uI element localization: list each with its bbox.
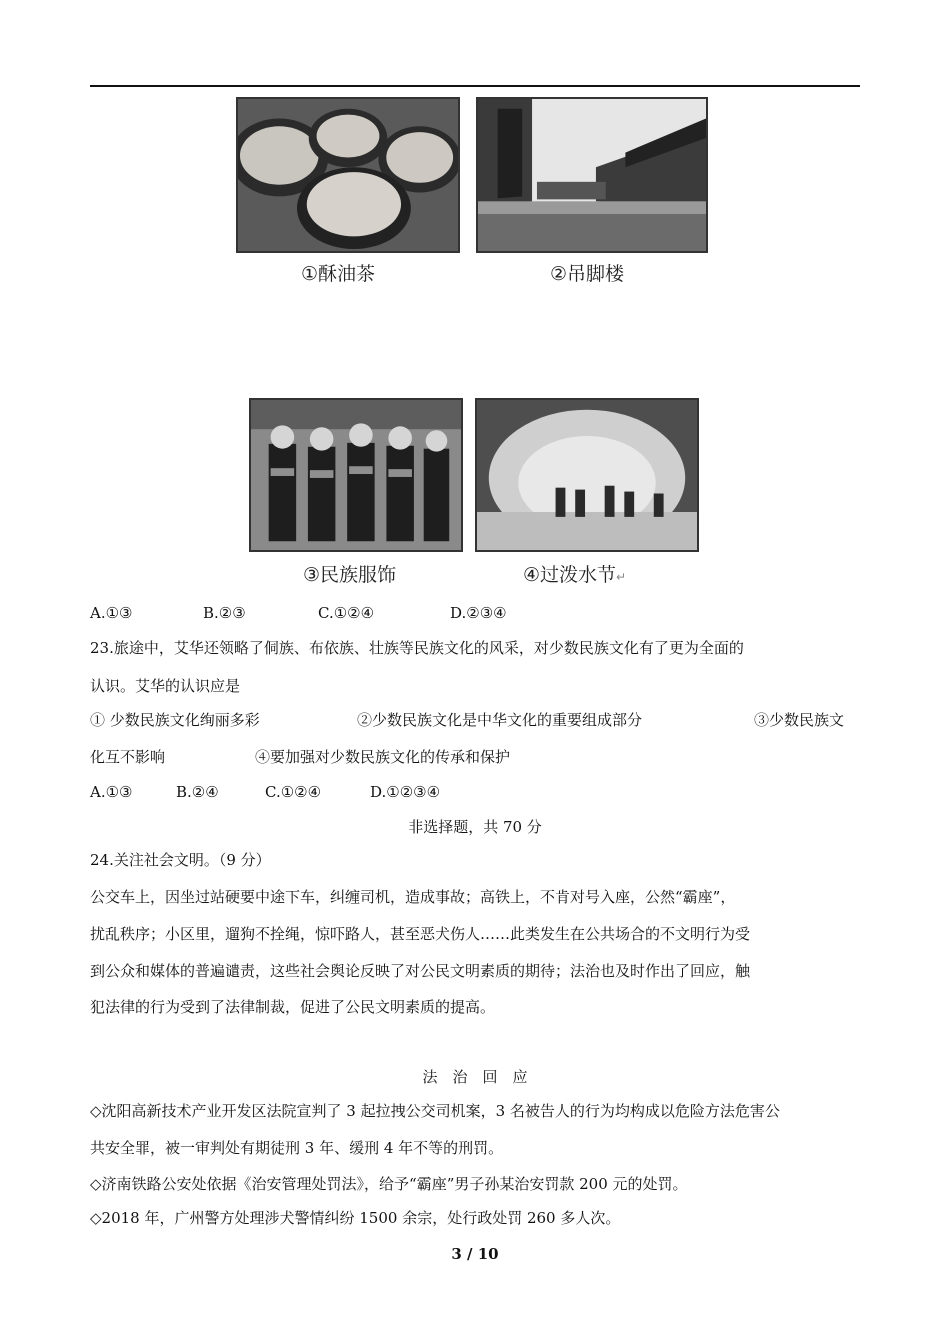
q23-item-4: ④要加强对少数民族文化的传承和保护 — [255, 748, 511, 766]
section-title: 非选择题，共 70 分 — [408, 818, 542, 836]
q23-option-d[interactable]: D.①②③④ — [370, 783, 441, 801]
q22-option-c[interactable]: C.①②④ — [318, 604, 375, 622]
law-response-title: 法 治 回 应 — [422, 1068, 528, 1086]
ethnic-costume-photo — [249, 398, 463, 552]
law-response-item2: ◇济南铁路公安处依据《治安管理处罚法》，给予“霸座”男子孙某治安罚款 200 元的处罚。 — [90, 1175, 688, 1193]
q24-paragraph-line1: 公交车上，因坐过站硬要中途下车，纠缠司机，造成事故；高铁上，不肯对号入座，公然“霸座”， — [90, 888, 736, 906]
q24-paragraph-line4: 犯法律的行为受到了法律制裁，促进了公民文明素质的提高。 — [90, 998, 496, 1016]
q23-item-1: ① 少数民族文化绚丽多彩 — [90, 711, 260, 729]
water-festival-photo — [475, 398, 699, 552]
q23-item-2: ②少数民族文化是中华文化的重要组成部分 — [357, 711, 643, 729]
q23-option-c[interactable]: C.①②④ — [265, 783, 322, 801]
law-response-item1-line1: ◇沈阳高新技术产业开发区法院宣判了 3 起拉拽公交司机案，3 名被告人的行为均构成以危险方法危害公 — [90, 1102, 780, 1120]
q22-options — [90, 603, 507, 623]
q23-options — [90, 782, 440, 802]
stilt-house-photo — [476, 97, 708, 253]
law-response-item1-line2: 共安全罪，被一审判处有期徒刑 3 年、缓刑 4 年不等的刑罚。 — [90, 1139, 504, 1157]
q24-paragraph-line2: 扰乱秩序；小区里，遛狗不拴绳，惊吓路人，甚至恶犬伤人……此类发生在公共场合的不文明行为受 — [90, 925, 751, 943]
law-response-item3: ◇2018 年，广州警方处理涉犬警情纠纷 1500 余宗，处行政处罚 260 多人次。 — [90, 1209, 621, 1227]
q23-stem-line1: 23.旅途中，艾华还领略了侗族、布依族、壮族等民族文化的风采，对少数民族文化有了更为全面的 — [90, 639, 744, 657]
page-number: 3 / 10 — [451, 1245, 499, 1263]
butter-tea-photo — [236, 97, 460, 253]
q23-option-a[interactable]: A.①③ — [90, 783, 133, 801]
q24-title: 24.关注社会文明。（9 分） — [90, 851, 271, 869]
q22-option-b[interactable]: B.②③ — [203, 604, 246, 622]
stilt-house-caption: ②吊脚楼 — [550, 263, 625, 285]
q22-option-d[interactable]: D.②③④ — [450, 604, 507, 622]
ethnic-costume-caption: ③民族服饰 — [303, 564, 397, 586]
water-festival-caption: ④过泼水节↵ — [523, 564, 627, 586]
header-rule — [90, 85, 860, 87]
q22-option-a[interactable]: A.①③ — [90, 604, 133, 622]
q23-item-3-part1: ③少数民族文 — [754, 711, 845, 729]
q24-paragraph-line3: 到公众和媒体的普遍谴责，这些社会舆论反映了对公民文明素质的期待；法治也及时作出了回应，触 — [90, 962, 751, 980]
q23-item-3-part2: 化互不影响 — [90, 748, 166, 766]
q23-option-b[interactable]: B.②④ — [176, 783, 219, 801]
q23-stem-line2: 认识。艾华的认识应是 — [90, 677, 241, 695]
butter-tea-caption: ①酥油茶 — [301, 263, 376, 285]
